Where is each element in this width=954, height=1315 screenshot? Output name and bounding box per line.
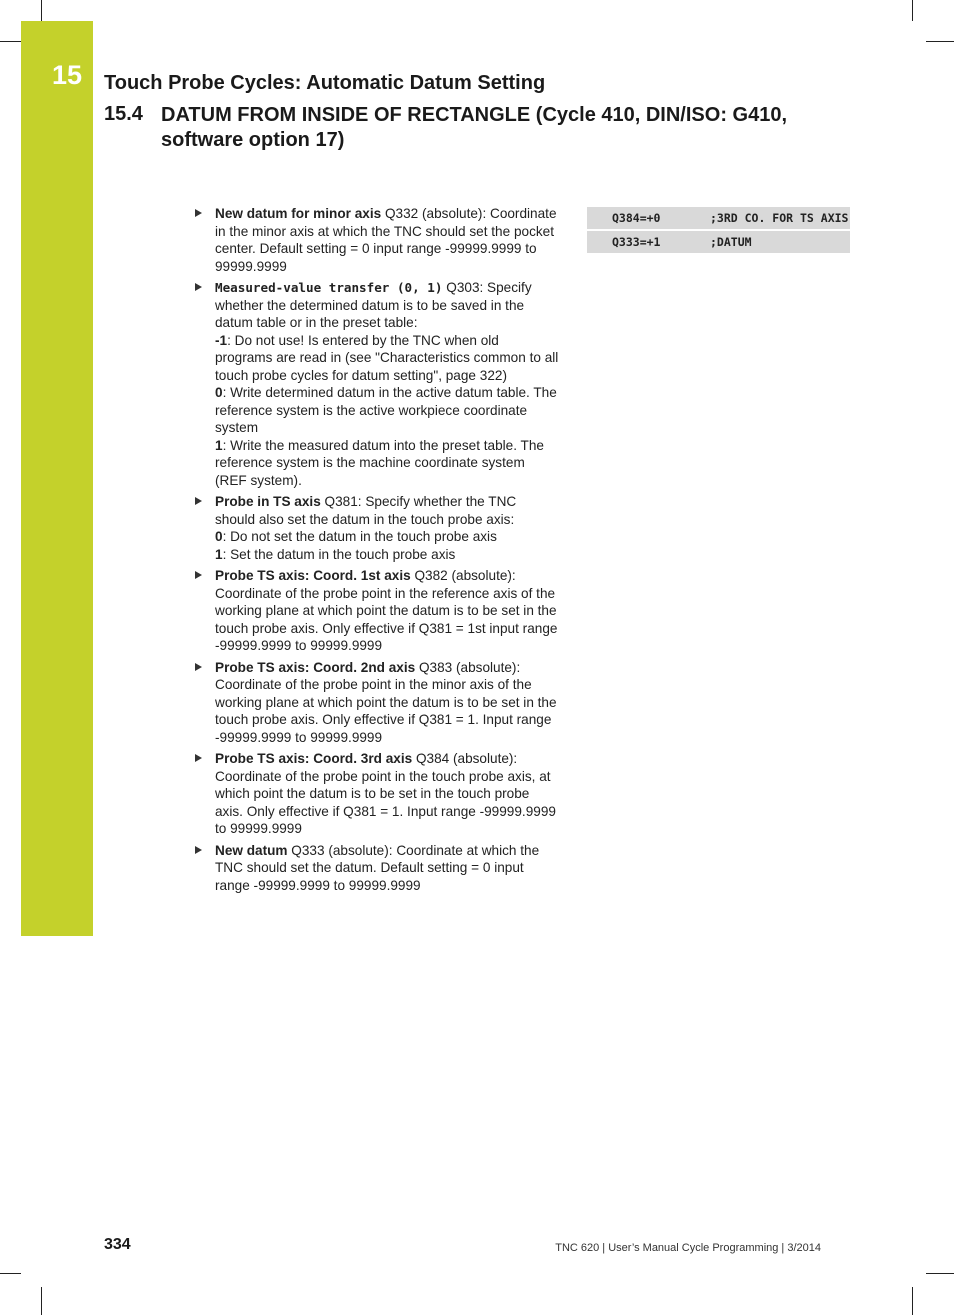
param-name: Probe TS axis: Coord. 1st axis <box>215 568 411 583</box>
option-text: : Do not use! Is entered by the TNC when old programs are read in (see "Characteristics common to all touch probe cycles for datum setting", page 322) <box>215 332 559 383</box>
option-key: 0 <box>215 529 223 544</box>
list-item <box>194 205 559 275</box>
crop-mark <box>0 41 21 42</box>
parameter-list <box>194 205 559 898</box>
crop-mark <box>41 0 42 21</box>
list-item <box>194 493 559 563</box>
param-name: Probe TS axis: Coord. 2nd axis <box>215 659 416 675</box>
bullet-arrow-icon <box>195 283 202 291</box>
chapter-number: 15 <box>51 60 83 90</box>
option-key: 1 <box>215 437 223 453</box>
crop-mark <box>926 1273 954 1274</box>
bullet-arrow-icon <box>195 571 202 579</box>
section-number: 15.4 <box>104 103 143 125</box>
option-text: : Do not set the datum in the touch probe axis <box>222 529 497 544</box>
bullet-arrow-icon <box>195 209 202 217</box>
comment-cell: ;3RD CO. FOR TS AXIS <box>710 207 850 230</box>
param-text: Q332 (absolute): Coordinate in the minor axis at which the TNC should set the pocket center. Default setting = 0 input range -99999.9999 to 99999.9999 <box>215 206 557 274</box>
list-item <box>194 750 559 838</box>
list-item <box>194 842 559 895</box>
section-title: DATUM FROM INSIDE OF RECTANGLE (Cycle 410, DIN/ISO: G410, software option 17) <box>161 104 788 151</box>
crop-mark <box>912 0 913 21</box>
crop-mark <box>0 1273 21 1274</box>
crop-mark <box>41 1287 42 1315</box>
option-key: 0 <box>215 385 223 400</box>
list-item <box>194 279 559 489</box>
crop-mark <box>926 41 954 42</box>
bullet-arrow-icon <box>195 663 202 671</box>
param-name: New datum <box>215 842 288 858</box>
bullet-arrow-icon <box>195 846 202 854</box>
footer-text: TNC 620 | User’s Manual Cycle Programming | 3/2014 <box>555 1242 821 1254</box>
code-cell: Q333=+1 <box>587 230 710 254</box>
param-name: Probe in TS axis <box>215 494 321 509</box>
param-text: Q384 (absolute): Coordinate of the probe point in the touch probe axis, at which point the datum is to be set in the touch probe axis. Only effective if Q381 = 1. Input range -99999.9999 to 99999.9999 <box>215 751 556 836</box>
nc-code-table <box>587 207 850 255</box>
table-row <box>587 230 850 254</box>
option-text: : Write determined datum in the active datum table. The reference system is the active workpiece coordinate system <box>215 385 557 435</box>
param-text: Q383 (absolute): Coordinate of the probe point in the minor axis of the working plane at which point the datum is to be set in the touch probe axis. Only effective if Q381 = 1. Input range -99999.9999 to 99999.9999 <box>215 659 557 745</box>
option-text: : Set the datum in the touch probe axis <box>222 546 456 562</box>
comment-cell: ;DATUM <box>710 230 850 254</box>
param-text: Q333 (absolute): Coordinate at which the TNC should set the datum. Default setting = 0 input range -99999.9999 to 99999.9999 <box>215 842 540 893</box>
param-text: Q303: Specify whether the determined datum is to be saved in the datum table or in the preset table: <box>215 280 532 330</box>
code-cell: Q384=+0 <box>587 207 710 230</box>
table-row <box>587 207 850 230</box>
chapter-title: Touch Probe Cycles: Automatic Datum Setting <box>104 72 546 94</box>
chapter-color-bar <box>21 21 93 936</box>
page-number: 334 <box>104 1236 131 1253</box>
bullet-arrow-icon <box>195 497 202 505</box>
list-item <box>194 659 559 747</box>
list-item <box>194 567 559 655</box>
option-text: : Write the measured datum into the preset table. The reference system is the machine coordinate system (REF system). <box>215 437 544 488</box>
param-name: Measured-value transfer (0, 1) <box>215 280 443 295</box>
param-text: Q382 (absolute): Coordinate of the probe point in the reference axis of the working plane at which point the datum is to be set in the touch probe axis. Only effective if Q381 = 1st input range -99999.9999 to 99999.9999 <box>215 568 558 653</box>
bullet-arrow-icon <box>195 754 202 762</box>
param-text: Q381: Specify whether the TNC should also set the datum in the touch probe axis: <box>215 494 517 527</box>
param-name: New datum for minor axis <box>215 206 382 221</box>
option-key: -1 <box>215 332 228 348</box>
param-name: Probe TS axis: Coord. 3rd axis <box>215 751 413 766</box>
option-key: 1 <box>215 546 223 562</box>
crop-mark <box>912 1287 913 1315</box>
